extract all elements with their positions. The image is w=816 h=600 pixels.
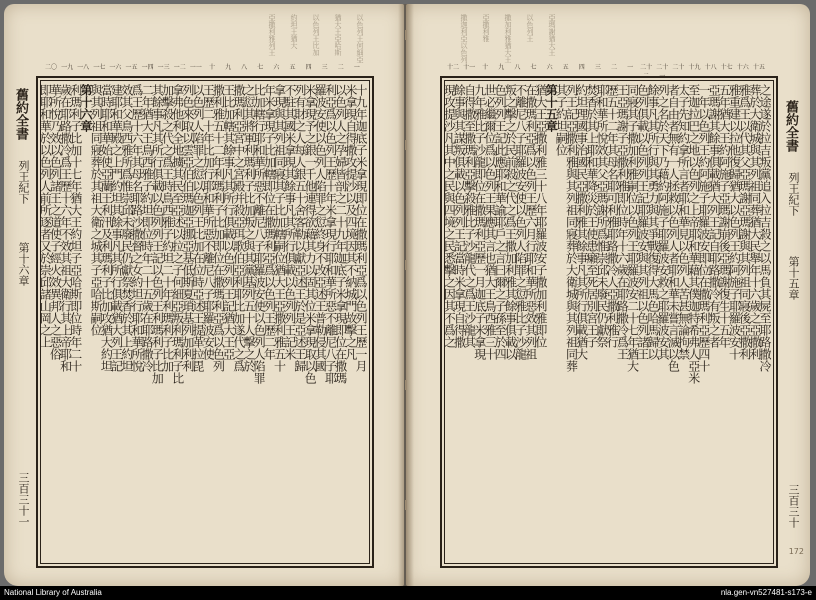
text-column: 五年猶大王約阿施子亞瑪謝崩後亞瑪謝復生十五年 bbox=[717, 84, 732, 348]
headnote: 猶大 bbox=[290, 35, 298, 49]
line-number: 一九 bbox=[61, 64, 74, 71]
headnote: 亞撒利雅 bbox=[482, 14, 490, 42]
headnote: 以色列王 bbox=[526, 14, 534, 42]
text-column: 米拿現自得撒攻提沙以及四境因其不納城門故擊之凡 bbox=[343, 84, 358, 360]
headnote: 猶大王 bbox=[334, 14, 342, 35]
footer-bar bbox=[0, 586, 816, 600]
text-column: 亞瑪謝其餘事俱載猶大列王記自耶路撒冷有叛之者 bbox=[707, 84, 722, 348]
text-column: 撒利雅五十二年利瑪利子比加即位在撒瑪利亞爲以色列 bbox=[211, 84, 226, 372]
text-column: 拿現與其列祖同寢其子比加轄嗣位猶大王亞撒利雅五十 bbox=[272, 84, 287, 372]
line-number: 十九 bbox=[688, 64, 701, 71]
line-number: 一二 bbox=[173, 64, 186, 71]
book-title: 舊約全書 bbox=[13, 88, 28, 140]
headnote: 撒迦利亞 bbox=[460, 14, 468, 42]
book-name: 列王紀下 bbox=[787, 172, 800, 216]
right-page bbox=[406, 4, 810, 586]
text-column: 其餘事凡其所行俱載以色列列王記以色列王利瑪利子比加 bbox=[150, 84, 165, 384]
text-column: 其子約坦嗣位 bbox=[554, 84, 569, 156]
headnote: 約坦 bbox=[290, 14, 298, 28]
text-column: 以色列人之孕婦皆剖之二十九年迦底子米拿現即位在撒瑪 bbox=[333, 84, 348, 384]
text-column: 加擊殺之代之爲王時鳥西雅子約坦二十年利瑪利子比加 bbox=[160, 84, 175, 372]
text-column: 爲王歷十六年其母名耶路沙撒督之女約坦行耶和華所悅 bbox=[129, 84, 144, 372]
text-column: 列色來取以雲亞伯伯瑪迦亞挪亞基低斯夏瑣基列加利利 bbox=[180, 84, 195, 372]
text-column: 王亞瑪謝子亞撒利雅即位時年十六歲在耶路撒冷爲王 bbox=[615, 84, 630, 360]
line-number: 十六 bbox=[736, 64, 749, 71]
binding-stitch bbox=[405, 260, 407, 270]
line-number: 二 bbox=[337, 64, 344, 71]
text-column: 撒瑪利亞宮中之宮殿并殺亞珥歌伯亞利耶比加遂代之爲 bbox=[231, 84, 246, 372]
line-number: 十五 bbox=[752, 64, 765, 71]
line-number: 五 bbox=[562, 64, 569, 71]
line-number: 十七 bbox=[720, 64, 733, 71]
text-column: 九年雅比子沙龍即位在撒瑪利亞歷一月迦底子米拿現 bbox=[472, 84, 487, 360]
text-column: 一年以色列王約阿施子耶羅波安即位在撒瑪利亞歷四十 bbox=[696, 84, 711, 372]
text-column: 者自由者無有一人拯救以色列人者耶和華未嘗言滅以色 bbox=[666, 84, 681, 372]
chapter-heading: 第十五章 bbox=[544, 84, 559, 132]
line-number: 一一 bbox=[189, 64, 202, 71]
headnote: 比加 bbox=[312, 42, 320, 56]
line-number: 六 bbox=[546, 64, 553, 71]
text-column: 十九年迦底子米拿現即位在撒瑪利亞爲以色列王歷一月 bbox=[354, 84, 368, 372]
headnote-block bbox=[254, 14, 364, 64]
line-number: 二 bbox=[610, 64, 617, 71]
headnote: 以色列王 bbox=[312, 14, 320, 42]
line-number: 二〇 bbox=[44, 64, 57, 71]
text-column: 比加轄行耶和華所惡不離尼八子耶羅波安使以色列人陷罪 bbox=[252, 84, 267, 384]
text-column: 之途遂於拉吉叛黨追入拉吉殺之以馬負其屍至耶路撒冷 bbox=[758, 84, 772, 372]
text-column: 列之名於天下乃藉約阿施子耶羅波安救之耶羅波安其 bbox=[656, 84, 671, 360]
headnote: 亞瑪謝 bbox=[548, 14, 556, 35]
binding-stitch bbox=[405, 140, 407, 150]
line-number: 一三 bbox=[157, 64, 170, 71]
line-number: 十八 bbox=[704, 64, 717, 71]
text-column: 餘事凡其所行與其勇力與其爭戰復得大馬色哈馬歸以 bbox=[645, 84, 660, 360]
text-column: 色列列王記此應耶和華諭耶戶之言曰爾之子孫至於四 bbox=[493, 84, 508, 360]
line-number: 一 bbox=[353, 64, 360, 71]
text-column: 當時耶和華始使亞蘭王利汛及利瑪利子比加攻猶大約坦 bbox=[99, 84, 114, 372]
text-column: 葬於大衛城與其列祖同葬猶大民舉年十六歲之亞撒利 bbox=[747, 84, 762, 360]
line-number: 九 bbox=[225, 64, 232, 71]
line-number: 六 bbox=[273, 64, 280, 71]
text-column: 年米拿現子比加轄即位在撒瑪利亞爲以色列王歷二年 bbox=[262, 84, 277, 360]
line-number: 一七 bbox=[93, 64, 106, 71]
text-column: 雅爲王以代其父亞瑪謝亞瑪謝與其列祖同寢後亞撒利 bbox=[737, 84, 752, 360]
text-column: 歲在耶路撒冷爲王歷十六年不效其祖大衛行其上帝耶和 bbox=[58, 84, 73, 372]
text-column: 以色列人陷罪之愆以色列王比加在位時亞述王提革拉毘 bbox=[191, 84, 205, 372]
line-number: 二十 bbox=[672, 64, 685, 71]
text-column: 效其父鳥西雅所爲惟崇邱未廢民仍獻祭焚香於其上約坦 bbox=[119, 84, 134, 372]
binding-stitch bbox=[405, 500, 407, 510]
text-column: 歷五十二年其母名耶可利雅耶路撒冷人亞撒利雅行 bbox=[605, 84, 620, 348]
text-column: 利亞爲以色列王歷十年米拿現行耶和華所惡不離尼八子耶 bbox=[323, 84, 338, 384]
chapter-heading: 第十六章 bbox=[78, 84, 93, 132]
text-column: 利瑪利子比加十七年猶大王約坦子亞哈斯即位時年二十 bbox=[68, 84, 83, 372]
headnote-block bbox=[446, 14, 556, 64]
item-identifier: nla.gen-vn527481-s173-e bbox=[720, 588, 812, 597]
binding-stitch bbox=[405, 380, 407, 390]
text-column: 自得撒至撒瑪利亞擊殺雅比子沙龍代之爲王沙龍其 bbox=[462, 84, 477, 348]
text-column: 現攻提沙凡其中之民與四境之民悉擊之因其不爲之 bbox=[442, 84, 457, 348]
line-number: 一 bbox=[627, 64, 634, 71]
page-number: 三百三十 bbox=[787, 484, 800, 528]
line-number-row bbox=[44, 62, 366, 74]
text-frame bbox=[36, 76, 374, 568]
line-number: 八 bbox=[514, 64, 521, 71]
text-column: 之愆其將軍利瑪利子比加叛之與其黨基列五十人擊之於 bbox=[241, 84, 256, 372]
line-number: 三 bbox=[321, 64, 328, 71]
text-column: 華所悅乃效以色列諸王之道使子經火效異邦人之惡俗 bbox=[48, 84, 63, 360]
margin-mark: 172 bbox=[788, 547, 804, 556]
line-number: 一四 bbox=[141, 64, 154, 71]
line-number: 二十一 bbox=[656, 64, 669, 80]
line-number: 七 bbox=[257, 64, 264, 71]
headnote: 猶大王 bbox=[548, 35, 556, 56]
text-column: 不離尼八子耶羅波安使以色列人陷罪之愆雅比子沙龍 bbox=[513, 84, 528, 360]
line-number: 九 bbox=[498, 64, 505, 71]
text-column: 王比加轄其餘事凡其所行俱載以色列列王記猶大王亞 bbox=[221, 84, 236, 360]
text-column: 在撒瑪利亞爲以色列王歷六月行耶和華所惡效其列祖 bbox=[523, 84, 538, 360]
text-column: 與其列祖同寢葬於其祖大衛之城其子亞哈斯嗣位 bbox=[89, 84, 104, 336]
book-name: 列王紀下 bbox=[17, 160, 30, 204]
line-number: 一五 bbox=[125, 64, 138, 71]
text-column: 太子先知約拿所言者耶和華見以色列人苦甚無論拘禁 bbox=[676, 84, 691, 360]
text-column: 叛之擊之於民前殺之代之爲王撒加利雅其餘事俱載以 bbox=[503, 84, 518, 360]
text-column: 王歷二十年比加行耶和華所惡不離尼八子耶羅波安使 bbox=[201, 84, 216, 360]
left-page bbox=[4, 4, 404, 586]
headnote: 亞哈斯 bbox=[334, 35, 342, 56]
text-column: 即耶和華於以色列人前所逐者又於崇邱諸山岡之上 bbox=[38, 84, 53, 348]
headnote: 以色列王 bbox=[356, 14, 364, 42]
headnote: 列王 bbox=[268, 42, 276, 56]
text-column: 建耶和華殿之上門約坦其餘事凡其所行俱載猶大列王記 bbox=[109, 84, 124, 372]
text-column: 拿弗他利全地擄其民至亞述以拉之子何細亞叛利瑪利子比 bbox=[170, 84, 185, 384]
book-title: 舊約全書 bbox=[783, 100, 798, 152]
text-column: 同寢其子撒加利雅嗣位以色列王耶羅波安二十七年猶大 bbox=[625, 84, 640, 372]
line-number: 四 bbox=[578, 64, 585, 71]
line-number: 三 bbox=[594, 64, 601, 71]
chapter-label: 第十五章 bbox=[787, 256, 800, 300]
text-column: 猶大王亞撒利雅三十八年耶羅波安子撒加利雅即位 bbox=[533, 84, 548, 348]
headnote: 撒加利雅 bbox=[504, 14, 512, 42]
page-number: 三百三十一 bbox=[17, 472, 30, 527]
line-number: 十 bbox=[482, 64, 489, 71]
headnote: 以色列 bbox=[460, 42, 468, 63]
text-column: 焚香於其上耶和華降災於王使患癩至死居別宮王子 bbox=[584, 84, 599, 348]
text-column: 列王記亞撒利雅與其列祖同寢葬於大衛城與其列祖同葬 bbox=[564, 84, 579, 372]
text-column: 約坦理國事治國民亞撒利雅其餘事凡其所行俱載猶大 bbox=[574, 84, 589, 360]
line-number: 七 bbox=[530, 64, 537, 71]
text-column: 雅重建以拉他復歸猶大以色列王約阿施子耶羅波安十 bbox=[727, 84, 742, 360]
text-column: 米拿現予之銀一千他連得欲藉其力以固其位米拿現取以色 bbox=[303, 84, 318, 384]
text-column: 列有財之人每人銀五十舍客勒以獻亞述王於是亞述王歸 bbox=[292, 84, 307, 372]
book-gutter bbox=[398, 4, 414, 586]
text-column: 至迦拉巴之地以色列之上帝耶和華藉其僕迦特希弗人亞米 bbox=[686, 84, 701, 384]
line-number-row bbox=[446, 62, 768, 80]
text-column: 耶和華所悅效其父亞瑪謝所爲惟崇邱未廢民仍獻祭 bbox=[595, 84, 609, 348]
line-number: 十一 bbox=[463, 64, 476, 71]
text-column: 世必繼爾位爲以色列王果應其言也猶大王鳥西雅三十 bbox=[482, 84, 497, 360]
line-number: 十 bbox=[208, 64, 215, 71]
text-column: 二年猶大王鳥西雅子約坦即位時年二十五歲在耶路撒冷 bbox=[140, 84, 155, 372]
line-number: 五 bbox=[289, 64, 296, 71]
line-number: 一六 bbox=[109, 64, 122, 71]
text-column: 不駐其國米拿現其餘事凡其所行俱載以色列列王記米 bbox=[282, 84, 297, 360]
headnote: 王 bbox=[290, 28, 298, 35]
text-column: 色列俱載以色列列王記耶羅波安與其列祖以色列諸王 bbox=[635, 84, 650, 360]
headnote: 何細亞 bbox=[356, 42, 364, 63]
line-number: 八 bbox=[241, 64, 248, 71]
chapter-label: 第十六章 bbox=[17, 242, 30, 286]
headnote: 亞撒利雅 bbox=[268, 14, 276, 42]
line-number: 四 bbox=[305, 64, 312, 71]
line-number: 二十二 bbox=[640, 64, 653, 80]
library-credit: National Library of Australia bbox=[4, 588, 102, 597]
line-number: 十二 bbox=[446, 64, 459, 71]
line-number: 一八 bbox=[77, 64, 90, 71]
binding-stitch bbox=[405, 30, 407, 40]
text-column: 餘事與其謀叛俱載以色列列王記當時米拿現自得撒 bbox=[452, 84, 467, 348]
text-frame bbox=[440, 76, 778, 568]
text-column: 羅波安使以色列人陷罪之愆終身不改亞述王普勒侵其國 bbox=[313, 84, 328, 372]
headnote: 猶大王 bbox=[504, 42, 512, 63]
